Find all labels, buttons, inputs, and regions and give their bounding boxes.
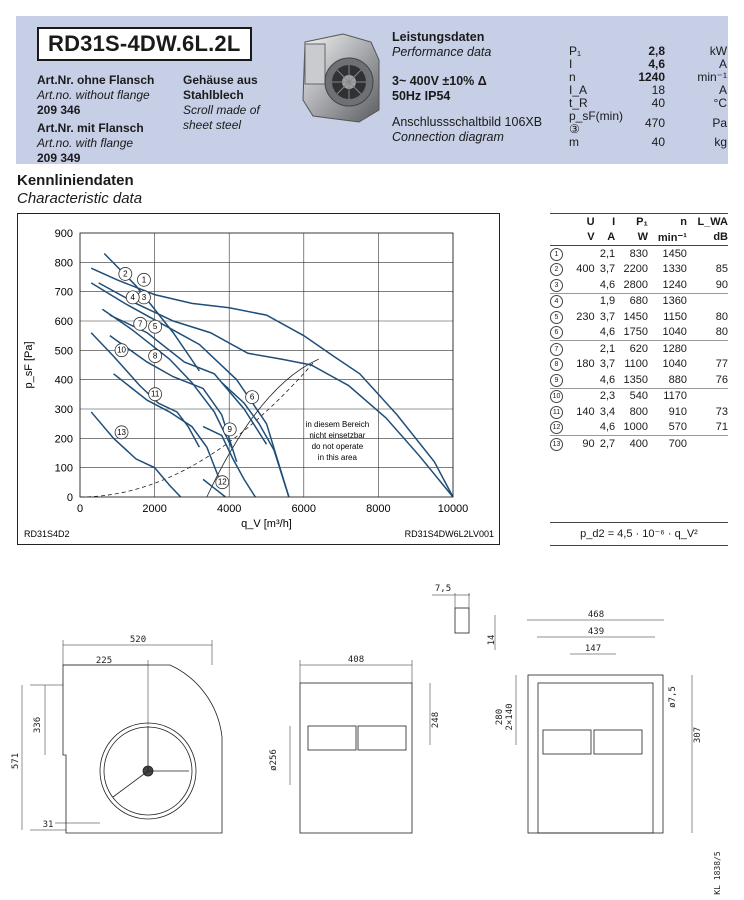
performance-table (569, 45, 727, 149)
perf-symbol: P₁ (569, 44, 582, 58)
perf-row (569, 110, 727, 136)
table-cell-n: 880 (668, 373, 687, 386)
dim-147: 147 (584, 644, 602, 654)
table-cell-n: 1240 (662, 278, 687, 291)
curve-label: 10 (117, 345, 127, 355)
table-header-unit: W (637, 231, 648, 244)
curve-label: 3 (141, 292, 147, 302)
table-cell-p: 1100 (624, 358, 648, 371)
perf-symbol: I_A (569, 83, 588, 97)
dim-408: 408 (347, 655, 365, 665)
perf-symbol: t_R (569, 96, 588, 110)
curve-number-marker: 10 (550, 390, 563, 403)
table-cell-n: 700 (668, 437, 687, 450)
table-header-symbol: U (586, 215, 595, 228)
curve-label: 2 (123, 269, 128, 279)
table-cell-i: 2,1 (599, 247, 616, 260)
curve-number-marker: 11 (550, 406, 563, 419)
table-cell-u: 180 (576, 358, 595, 371)
perf-unit: kg (714, 135, 728, 149)
table-cell-p: 2800 (623, 278, 648, 291)
perf-symbol: n (569, 70, 576, 84)
dim-7-5: 7,5 (434, 584, 452, 594)
table-cell-i: 3,7 (599, 263, 616, 276)
table-cell-n: 1330 (662, 263, 687, 276)
model-title: RD31S-4DW.6L.2L (37, 27, 252, 61)
table-row (550, 436, 728, 452)
table-cell-i: 4,6 (599, 421, 616, 434)
table-header-symbol: I (612, 215, 616, 228)
outlet-view-drawing (516, 620, 692, 833)
characteristic-chart (18, 214, 499, 544)
section-title-en: Characteristic data (17, 190, 143, 207)
x-tick-label: 10000 (437, 503, 469, 515)
table-cell-n: 1150 (663, 310, 687, 323)
table-cell-n: 1360 (662, 295, 687, 308)
art-no-block (37, 73, 154, 166)
table-row (550, 325, 728, 341)
table-row (550, 293, 728, 309)
table-cell-p: 830 (629, 247, 648, 260)
table-cell-i: 4,6 (599, 326, 616, 339)
dim-520: 520 (129, 635, 147, 645)
curve-label: 8 (152, 351, 158, 361)
x-tick-label: 8000 (366, 503, 391, 515)
curve-label: 9 (227, 424, 232, 434)
table-cell-l: 80 (715, 326, 728, 339)
art-no-with-label: Art.Nr. mit Flansch (37, 121, 144, 135)
side-view-drawing (22, 640, 222, 833)
perf-symbol: I (569, 57, 573, 71)
curve-label: 4 (130, 292, 135, 302)
x-tick-label: 6000 (291, 503, 317, 515)
x-tick-label: 2000 (142, 503, 167, 515)
table-cell-i: 2,1 (599, 342, 616, 355)
curve-label: 11 (150, 389, 160, 399)
table-cell-i: 3,7 (599, 358, 616, 371)
table-row (550, 372, 728, 388)
table-cell-l: 76 (715, 373, 728, 386)
perf-value: 470 (644, 115, 666, 130)
perf-block (392, 30, 542, 145)
dim-2x140: 2×140 (505, 703, 515, 731)
art-no-with-label-en: Art.no. with flange (37, 136, 134, 150)
table-cell-u (570, 277, 595, 293)
art-no-without-label-en: Art.no. without flange (37, 88, 150, 102)
no-operation-note: in diesem Bereich (305, 420, 370, 429)
dim-307: 307 (693, 726, 703, 744)
table-cell-l: 90 (715, 278, 728, 291)
system-curve (80, 361, 315, 497)
table-cell-l (687, 341, 728, 357)
table-header-unit: A (607, 231, 616, 244)
table-cell-l: 71 (715, 421, 728, 434)
table-cell-l: 85 (715, 263, 728, 276)
drawing-code: KL 1838/5 (713, 851, 722, 895)
table-cell-n: 1450 (662, 247, 687, 260)
supply-line-1: 3~ 400V ±10% Δ (392, 74, 487, 88)
table-cell-p: 540 (629, 390, 648, 403)
perf-symbol: m (569, 135, 579, 149)
table-cell-u (570, 325, 595, 341)
pressure-formula: p_d2 = 4,5 · 10⁻⁶ · q_V² (550, 522, 728, 546)
table-cell-i: 2,7 (599, 437, 616, 450)
dim-225: 225 (95, 656, 113, 666)
table-header-symbol: P₁ (636, 215, 648, 228)
y-tick-label: 500 (54, 345, 73, 358)
table-row (550, 388, 728, 404)
dim-280: 280 (495, 708, 505, 726)
table-row (550, 309, 728, 325)
supply-line-2: 50Hz IP54 (392, 89, 451, 103)
curve-label: 1 (141, 275, 147, 285)
table-cell-u: 140 (576, 405, 595, 418)
table-header-symbol: L_WA (697, 215, 728, 228)
table-cell-i: 1,9 (599, 295, 616, 308)
art-no-without-value: 209 346 (37, 103, 81, 117)
table-row (550, 357, 728, 373)
table-cell-p: 1000 (623, 421, 648, 434)
table-cell-u: 230 (576, 310, 595, 323)
dim-31: 31 (42, 820, 54, 830)
table-row (550, 277, 728, 293)
table-cell-u (570, 293, 595, 309)
table-cell-n: 1040 (662, 326, 687, 339)
dim-256: ø256 (269, 749, 279, 771)
table-row (550, 404, 728, 420)
table-header-unit: dB (713, 231, 728, 244)
perf-title-de: Leistungsdaten (392, 30, 485, 44)
y-tick-label: 800 (54, 257, 73, 270)
section-title-de: Kennliniendaten (17, 172, 134, 189)
curve-number-marker: 3 (550, 279, 563, 292)
dim-hole-7-5: ø7,5 (668, 686, 678, 708)
y-tick-label: 700 (54, 286, 73, 299)
perf-value: 40 (651, 135, 666, 149)
y-tick-label: 400 (54, 374, 73, 387)
curve-11 (114, 374, 222, 485)
table-cell-n: 1280 (662, 342, 687, 355)
dim-336: 336 (33, 716, 43, 734)
table-header-unit: V (587, 231, 595, 244)
curve-4 (91, 283, 289, 497)
curve-label: 5 (152, 322, 158, 332)
housing-en-1: Scroll made of (183, 103, 260, 117)
table-cell-p: 620 (629, 342, 648, 355)
art-no-with-value: 209 349 (37, 151, 81, 165)
curve-number-marker: 13 (550, 438, 563, 451)
y-tick-label: 200 (54, 433, 73, 446)
table-cell-n: 570 (668, 421, 687, 434)
y-tick-label: 900 (54, 228, 73, 240)
table-cell-n: 1040 (662, 358, 687, 371)
table-cell-i: 2,3 (599, 390, 616, 403)
section-title (17, 172, 142, 208)
curve-label: 13 (117, 427, 127, 437)
curve-label: 6 (249, 392, 255, 402)
curve-number-marker: 9 (550, 374, 563, 387)
perf-unit: min⁻¹ (697, 70, 728, 84)
y-axis-label: p_sF [Pa] (23, 341, 35, 389)
connection-de: Anschlussschaltbild 106XB (392, 115, 543, 129)
dim-468: 468 (587, 610, 605, 620)
table-cell-u (570, 246, 595, 262)
table-cell-l (687, 293, 728, 309)
table-cell-p: 400 (629, 437, 648, 450)
table-cell-p: 800 (629, 405, 648, 418)
curve-number-marker: 1 (550, 248, 563, 261)
perf-unit: kW (709, 44, 728, 58)
table-cell-l (687, 436, 728, 452)
perf-unit: Pa (712, 115, 728, 130)
x-tick-label: 4000 (216, 503, 242, 515)
table-cell-p: 680 (629, 295, 648, 308)
curve-number-marker: 8 (550, 358, 563, 371)
x-axis-label: q_V [m³/h] (241, 518, 292, 530)
chart-code-left: RD31S4D2 (24, 529, 70, 539)
y-tick-label: 100 (54, 462, 73, 475)
housing-block (183, 73, 260, 133)
table-header-symbol: n (680, 215, 687, 228)
table-cell-u (570, 420, 595, 436)
curve-number-marker: 4 (550, 295, 563, 308)
table-cell-l: 73 (715, 405, 728, 418)
table-cell-l: 80 (715, 310, 728, 323)
perf-row (569, 84, 727, 97)
technical-drawings (0, 575, 744, 900)
perf-unit: °C (713, 96, 728, 110)
perf-value: 2,8 (648, 44, 666, 58)
curve-number-marker: 12 (550, 421, 563, 434)
perf-row (569, 136, 727, 149)
curve-label: 12 (217, 477, 227, 487)
front-view-drawing (290, 660, 430, 833)
x-tick-label: 0 (76, 503, 84, 515)
table-row (550, 341, 728, 357)
table-cell-u (570, 388, 595, 404)
characteristic-chart-frame (17, 213, 500, 545)
housing-de-2: Stahlblech (183, 88, 244, 102)
perf-unit: A (719, 57, 728, 71)
dim-14: 14 (487, 634, 497, 646)
perf-title-en: Performance data (392, 45, 492, 59)
curve-label: 7 (137, 319, 143, 329)
table-cell-p: 2200 (623, 263, 648, 276)
table-cell-l (687, 246, 728, 262)
table-cell-l: 77 (715, 358, 728, 371)
dim-248: 248 (431, 711, 441, 729)
no-operation-note: do not operate (311, 442, 364, 451)
perf-symbol: p_sF(min) ③ (569, 109, 624, 136)
table-cell-l (687, 388, 728, 404)
perf-value: 18 (651, 83, 666, 97)
table-cell-i: 3,4 (599, 405, 616, 418)
no-operation-note: nicht einsetzbar (309, 431, 366, 440)
operating-points-table (550, 213, 728, 452)
housing-de-1: Gehäuse aus (183, 73, 258, 87)
curve-number-marker: 7 (550, 343, 563, 356)
flange-detail-drawing (432, 593, 495, 650)
table-cell-i: 3,7 (599, 310, 616, 323)
table-cell-u (570, 341, 595, 357)
curve-number-marker: 2 (550, 263, 563, 276)
y-tick-label: 600 (54, 316, 73, 328)
table-cell-u: 400 (576, 263, 595, 276)
table-cell-p: 1450 (623, 310, 648, 323)
perf-value: 4,6 (648, 57, 666, 71)
curve-13 (91, 412, 181, 497)
table-cell-p: 1350 (623, 373, 648, 386)
table-row (550, 420, 728, 436)
table-row (550, 262, 728, 278)
table-cell-n: 910 (668, 405, 687, 418)
no-operation-note: in this area (317, 453, 357, 462)
connection-en: Connection diagram (392, 130, 504, 144)
curve-number-marker: 5 (550, 311, 563, 324)
table-cell-i: 4,6 (599, 373, 616, 386)
curve-8 (110, 336, 237, 462)
y-tick-label: 0 (66, 492, 73, 504)
fan-product-image (297, 30, 381, 126)
perf-row (569, 71, 727, 84)
table-cell-p: 1750 (623, 326, 648, 339)
dim-439: 439 (587, 627, 605, 637)
y-tick-label: 300 (54, 404, 73, 416)
chart-code-right: RD31S4DW6L2LV001 (404, 529, 494, 539)
art-no-without-label: Art.Nr. ohne Flansch (37, 73, 155, 87)
table-cell-u (570, 372, 595, 388)
perf-value: 40 (651, 96, 666, 110)
curve-number-marker: 6 (550, 326, 563, 339)
table-row (550, 246, 728, 262)
housing-en-2: sheet steel (183, 118, 242, 132)
header-band (16, 16, 728, 164)
plot-area (80, 233, 453, 497)
perf-value: 1240 (638, 70, 666, 84)
perf-unit: A (719, 83, 728, 97)
table-header-unit: min⁻¹ (657, 231, 687, 244)
table-cell-u: 90 (582, 437, 595, 450)
dim-571: 571 (11, 752, 21, 770)
table-cell-i: 4,6 (599, 278, 616, 291)
table-cell-n: 1170 (663, 390, 687, 403)
